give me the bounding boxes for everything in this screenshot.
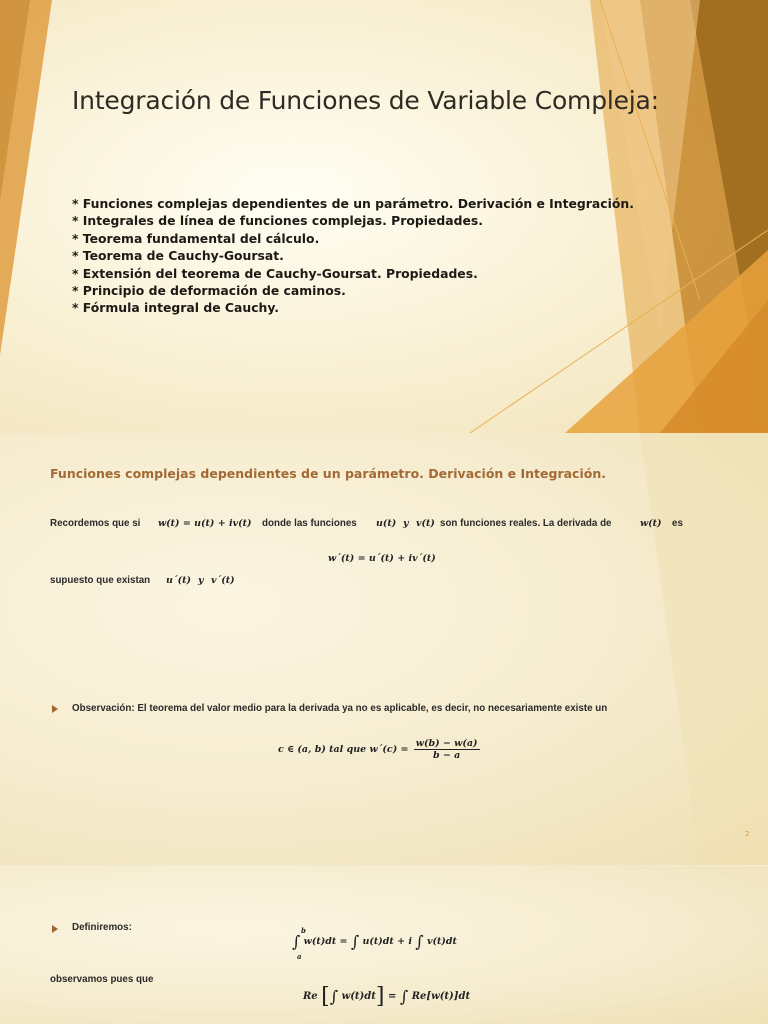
formula-mvt-left: c ∈ (a, b) tal que w´(c) = [278,744,409,755]
formula-v-prime: v´(t) [211,575,235,586]
section-title: Funciones complejas dependientes de un parámetro. Derivación e Integración. [50,466,606,481]
topic-list [72,195,634,317]
topic-item: * Fórmula integral de Cauchy. [72,300,280,316]
text-recordemos: Recordemos que si [50,518,141,529]
formula-w: w(t) [640,518,662,529]
bullet-arrow-icon [52,925,58,933]
formula-real-part [303,984,470,1009]
topic-item: * Teorema fundamental del cálculo. [72,230,320,246]
formula-mvt [278,738,480,761]
topic-item: * Principio de deformación de caminos. [72,283,346,299]
left-bracket-icon: [ [321,984,330,1009]
fraction-numerator: w(b) − w(a) [415,738,478,749]
formula-integral-definition [292,926,457,961]
formula-v: v(t) [416,518,435,529]
formula-u: u(t) [376,518,397,529]
page-number: 2 [745,830,750,838]
formula-derivative: w´(t) = u´(t) + iv´(t) [328,553,436,564]
formula-mvt-fraction [414,738,480,761]
content-slide-2 [0,433,768,865]
formula-u-prime: u´(t) [166,575,192,586]
re-label: Re [303,991,318,1002]
integral-term-v: v(t)dt [426,936,457,947]
text-donde: donde las funciones [262,518,357,529]
integral-term-u: u(t)dt + i [362,936,412,947]
formula-w-def: w(t) = u(t) + iv(t) [158,518,252,529]
integral-sign-icon: ∫ [399,987,409,1006]
text-es: es [672,518,683,529]
re-integrand: w(t)dt [341,991,376,1002]
integral-sign-icon: ∫ [292,932,301,951]
integral-term-w: w(t)dt = [303,936,348,947]
topic-item: * Funciones complejas dependientes de un parámetro. Derivación e Integración. [72,196,634,211]
text-observacion: Observación: El teorema del valor medio para la derivada ya no es aplicable, es decir, no necesariamente existe un [72,703,608,714]
re-equals: = [387,991,397,1002]
integral-sign-icon: ∫ [329,987,339,1006]
re-integrand-right: Re[w(t)]dt [411,991,471,1002]
slide-title: Integración de Funciones de Variable Compleja: [72,86,659,115]
title-slide [0,0,768,433]
upper-limit: b [301,926,306,935]
fraction-denominator: b − a [432,750,461,761]
right-bracket-icon: ] [375,984,385,1009]
integral-sign-icon: ∫ [350,932,360,951]
topic-item: * Extensión del teorema de Cauchy-Goursat. Propiedades. [72,265,478,281]
text-supuesto: supuesto que existan [50,575,151,586]
slide-decoration [0,433,768,865]
lower-limit: a [297,952,302,961]
text-definiremos: Definiremos: [72,922,132,933]
text-son-reales: son funciones reales. La derivada de [440,518,612,529]
text-y: y [403,518,409,529]
bullet-arrow-icon [52,705,58,713]
text-y2: y [198,575,204,586]
integral-sign-icon: ∫ [415,932,424,951]
content-slide-3 [0,866,768,1024]
topic-item: * Teorema de Cauchy-Goursat. [72,248,284,264]
topic-item: * Integrales de línea de funciones complejas. Propiedades. [72,213,483,229]
text-observamos: observamos pues que [50,974,154,985]
